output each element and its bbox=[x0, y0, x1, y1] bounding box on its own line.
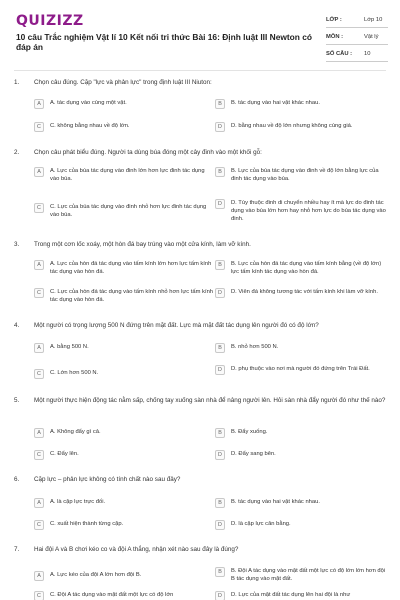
option-text: C. Lớn hơn 500 N. bbox=[50, 370, 99, 376]
question-text: Chọn câu đúng. Cặp "lực và phản lực" trong định luật III Niuton: bbox=[34, 79, 212, 86]
option-letter-box: D bbox=[215, 591, 225, 600]
option-text: A. tác dụng vào cùng một vật. bbox=[50, 100, 127, 106]
option-letter-box: D bbox=[215, 199, 225, 209]
question-number: 3. bbox=[14, 241, 20, 248]
option-b[interactable] bbox=[215, 260, 390, 277]
meta-value: Vật lý bbox=[364, 33, 379, 40]
question-number: 7. bbox=[14, 546, 20, 553]
option-text: C. xuất hiện thành từng cặp. bbox=[50, 521, 124, 527]
option-text: C. Lực của hòn đá tác dụng vào tấm kính nhỏ hơn lực tấm kính tác dụng vào hòn đá. bbox=[50, 289, 214, 303]
option-text: B. nhỏ hơn 500 N. bbox=[231, 344, 279, 350]
option-letter-box: A bbox=[34, 571, 44, 581]
option-letter-box: B bbox=[215, 167, 225, 177]
option-letter-box: D bbox=[215, 365, 225, 375]
option-text: A. bằng 500 N. bbox=[50, 344, 89, 350]
meta-row-count bbox=[326, 46, 388, 62]
option-a[interactable] bbox=[34, 428, 214, 438]
option-b[interactable] bbox=[215, 343, 390, 353]
option-text: A. Lực kéo của đội A lớn hơn đội B. bbox=[50, 572, 142, 578]
option-b[interactable] bbox=[215, 567, 390, 584]
question-text: Trong một cơn lốc xoáy, một hòn đá bay trúng vào một cửa kính, làm vỡ kính. bbox=[34, 241, 251, 248]
option-text: D. phụ thuộc vào nơi mà người đó đứng trên Trái Đất. bbox=[231, 366, 370, 372]
option-text: B. Đội A tác dụng vào mặt đất một lực có độ lớn lớn hơn đội B tác dụng vào mặt đất. bbox=[231, 568, 386, 582]
option-letter-box: A bbox=[34, 498, 44, 508]
option-a[interactable] bbox=[34, 99, 214, 109]
option-letter-box: D bbox=[215, 122, 225, 132]
question-number: 1. bbox=[14, 79, 20, 86]
option-c[interactable] bbox=[34, 122, 214, 132]
option-letter-box: A bbox=[34, 428, 44, 438]
option-letter-box: D bbox=[215, 450, 225, 460]
option-letter-box: C bbox=[34, 369, 44, 379]
option-text: A. Lực của hòn đá tác dụng vào tấm kính lớn hơn lực tấm kính tác dụng vào hòn đá. bbox=[50, 261, 212, 275]
option-letter-box: A bbox=[34, 99, 44, 109]
header-divider bbox=[14, 70, 386, 71]
option-letter-box: A bbox=[34, 343, 44, 353]
meta-row-grade bbox=[326, 12, 388, 28]
option-letter-box: B bbox=[215, 567, 225, 577]
page-header bbox=[0, 0, 400, 70]
option-text: D. là cặp lực cân bằng. bbox=[231, 521, 291, 527]
option-letter-box: C bbox=[34, 450, 44, 460]
question-text: Cặp lực – phản lực không có tính chất nào sau đây? bbox=[34, 476, 181, 483]
option-b[interactable] bbox=[215, 99, 390, 109]
option-letter-box: B bbox=[215, 260, 225, 270]
option-letter-box: B bbox=[215, 99, 225, 109]
option-text: A. Không đẩy gì cả. bbox=[50, 429, 101, 435]
option-letter-box: A bbox=[34, 260, 44, 270]
meta-label: LỚP : bbox=[326, 16, 342, 23]
option-d[interactable] bbox=[215, 365, 390, 375]
option-d[interactable] bbox=[215, 199, 390, 223]
question-number: 2. bbox=[14, 149, 20, 156]
meta-label: SỐ CÂU : bbox=[326, 50, 353, 57]
option-text: B. tác dụng vào hai vật khác nhau. bbox=[231, 100, 320, 106]
option-text: B. tác dụng vào hai vật khác nhau. bbox=[231, 499, 320, 505]
option-text: B. Đẩy xuống. bbox=[231, 429, 268, 435]
document-title: 10 câu Trắc nghiệm Vật lí 10 Kết nối tri thức Bài 16: Định luật III Newton có đáp án bbox=[16, 32, 312, 52]
option-text: B. Lực của hòn đá tác dụng vào tấm kính bằng (về độ lớn) lực tấm kính tác dụng vào hòn đá. bbox=[231, 261, 382, 275]
quizizz-logo: QUIZIZZ bbox=[16, 13, 84, 29]
option-a[interactable] bbox=[34, 498, 214, 508]
option-text: D. Viên đá không tương tác với tấm kính khi làm vỡ kính. bbox=[231, 289, 378, 295]
question-number: 4. bbox=[14, 322, 20, 329]
option-a[interactable] bbox=[34, 260, 214, 277]
option-c[interactable] bbox=[34, 369, 214, 379]
option-letter-box: D bbox=[215, 520, 225, 530]
question-number: 6. bbox=[14, 476, 20, 483]
option-c[interactable] bbox=[34, 203, 214, 220]
option-text: B. Lực của búa tác dụng vào đinh về độ lớn bằng lực của đinh tác dụng vào búa. bbox=[231, 168, 379, 182]
option-text: C. không bằng nhau về độ lớn. bbox=[50, 123, 130, 129]
option-c[interactable] bbox=[34, 591, 214, 600]
option-letter-box: C bbox=[34, 288, 44, 298]
option-text: C. Đội A tác dụng vào mặt đất một lực có độ lớn bbox=[50, 592, 174, 598]
option-text: D. Đẩy sang bên. bbox=[231, 451, 276, 457]
option-a[interactable] bbox=[34, 343, 214, 353]
option-letter-box: D bbox=[215, 288, 225, 298]
option-d[interactable] bbox=[215, 520, 390, 530]
question-text: Hai đội A và B chơi kéo co và đội A thắng, nhận xét nào sau đây là đúng? bbox=[34, 546, 239, 553]
option-b[interactable] bbox=[215, 428, 390, 438]
option-letter-box: B bbox=[215, 428, 225, 438]
option-text: A. là cặp lực trực đối. bbox=[50, 499, 106, 505]
question-text: Một người thực hiện động tác nằm sấp, chống tay xuống sàn nhà để nâng người lên. Hỏi sàn nhà đẩy người đó như thế nào? bbox=[34, 397, 386, 404]
option-c[interactable] bbox=[34, 450, 214, 460]
meta-panel bbox=[326, 12, 388, 63]
option-c[interactable] bbox=[34, 288, 214, 305]
meta-label: MÔN : bbox=[326, 33, 344, 40]
option-b[interactable] bbox=[215, 498, 390, 508]
option-b[interactable] bbox=[215, 167, 390, 184]
option-d[interactable] bbox=[215, 288, 390, 298]
option-text: A. Lực của búa tác dụng vào đinh lớn hơn lực đinh tác dụng vào búa. bbox=[50, 168, 205, 182]
option-d[interactable] bbox=[215, 450, 390, 460]
option-text: D. Lực của mặt đất tác dụng lên hai đội là như bbox=[231, 592, 351, 598]
option-letter-box: C bbox=[34, 520, 44, 530]
option-d[interactable] bbox=[215, 122, 390, 132]
option-d[interactable] bbox=[215, 591, 390, 600]
option-text: D. Tùy thuộc đinh di chuyển nhiều hay ít mà lực do đinh tác dụng vào búa lớn hơn hay nhỏ hơn lực do búa tác dụng vào đinh. bbox=[231, 200, 386, 222]
option-a[interactable] bbox=[34, 167, 214, 184]
question-text: Chọn câu phát biểu đúng. Người ta dùng búa đóng một cây đinh vào một khối gỗ: bbox=[34, 149, 262, 156]
option-c[interactable] bbox=[34, 520, 214, 530]
option-text: C. Đẩy lên. bbox=[50, 451, 79, 457]
meta-value: 10 bbox=[364, 50, 371, 57]
question-text: Một người có trọng lượng 500 N đứng trên mặt đất. Lực mà mặt đất tác dụng lên người đó có độ lớn? bbox=[34, 322, 319, 329]
option-letter-box: C bbox=[34, 122, 44, 132]
question-number: 5. bbox=[14, 397, 20, 404]
meta-row-subject bbox=[326, 29, 388, 45]
option-text: D. bằng nhau về độ lớn nhưng không cùng giá. bbox=[231, 123, 353, 129]
option-letter-box: C bbox=[34, 591, 44, 600]
option-letter-box: C bbox=[34, 203, 44, 213]
option-text: C. Lực của búa tác dụng vào đinh nhỏ hơn lực đinh tác dụng vào búa. bbox=[50, 204, 207, 218]
meta-value: Lớp 10 bbox=[364, 16, 383, 23]
option-letter-box: B bbox=[215, 498, 225, 508]
option-letter-box: B bbox=[215, 343, 225, 353]
option-a[interactable] bbox=[34, 571, 214, 581]
option-letter-box: A bbox=[34, 167, 44, 177]
